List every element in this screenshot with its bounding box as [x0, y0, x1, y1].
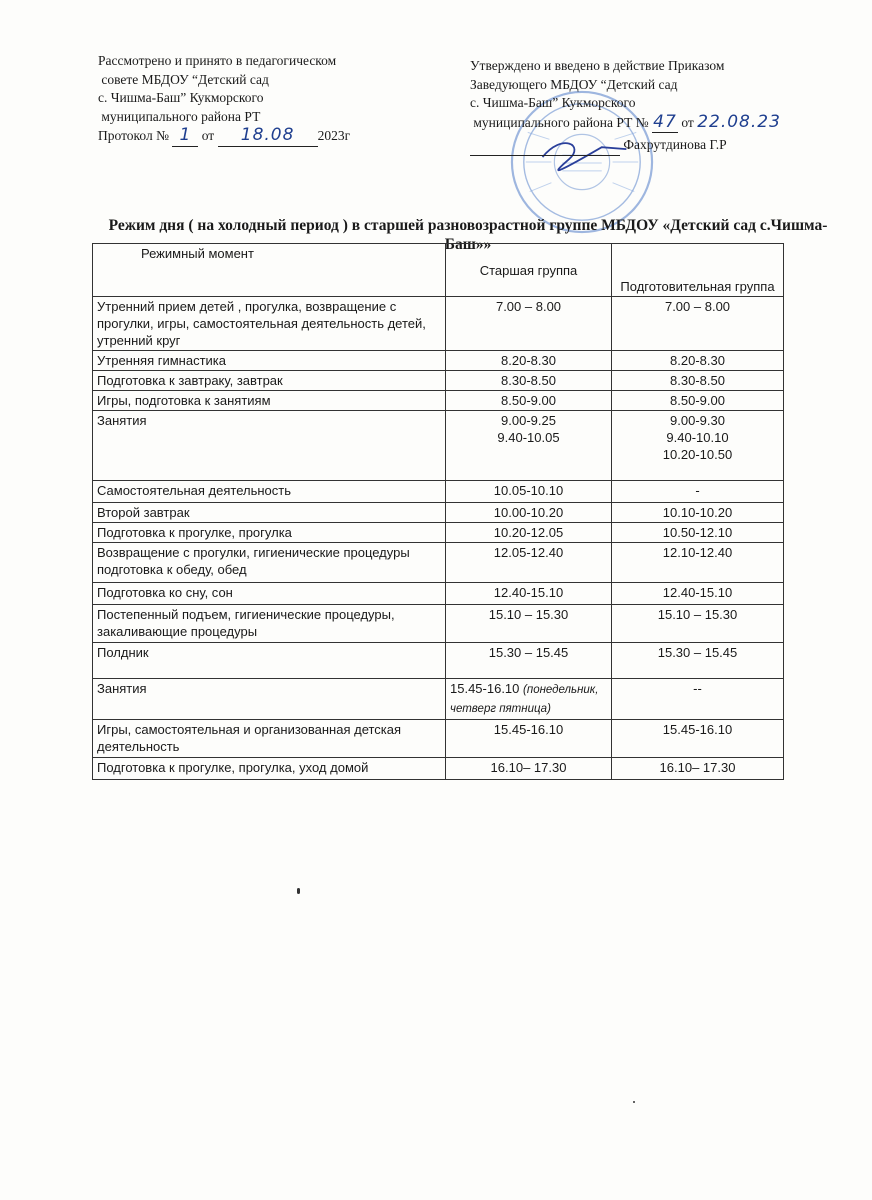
prep-time-cell: [612, 643, 784, 679]
senior-time: 7.00 – 8.00: [495, 299, 562, 314]
table-row: [93, 605, 784, 643]
prep-time: 10.50-12.10: [662, 525, 733, 540]
table-row: [93, 679, 784, 720]
approval-left-line: с. Чишма-Баш” Кукморского: [98, 90, 264, 105]
activity-cell: Утренняя гимнастика: [93, 351, 446, 371]
table-row: [93, 583, 784, 605]
header-prep: Подготовительная группа: [612, 244, 784, 297]
senior-time: 15.10 – 15.30: [488, 607, 569, 622]
prep-time: 12.10-12.40: [662, 545, 733, 560]
activity-cell: Игры, самостоятельная и организованная детская деятельность: [93, 720, 446, 758]
activity-cell: Самостоятельная деятельность: [93, 481, 446, 503]
approval-left-line: совете МБДОУ “Детский сад: [98, 71, 269, 87]
senior-time: 8.30-8.50: [501, 373, 556, 388]
activity-cell: Подготовка ко сну, сон: [93, 583, 446, 605]
prep-time-cell: [612, 411, 784, 481]
senior-time-cell: [446, 371, 612, 391]
activity-cell: Возвращение с прогулки, гигиенические процедуры подготовка к обеду, обед: [93, 543, 446, 583]
senior-time: 8.50-9.00: [501, 393, 556, 408]
approval-right-line: Утверждено и введено в действие Приказом: [470, 58, 725, 73]
table-row: [93, 297, 784, 351]
activity-cell: Полдник: [93, 643, 446, 679]
senior-time-cell: [446, 543, 612, 583]
schedule-table: [92, 243, 784, 780]
approval-right-line: с. Чишма-Баш” Кукморского: [470, 95, 636, 110]
paper-speck: [297, 888, 300, 894]
order-line: [470, 113, 781, 134]
table-row: [93, 503, 784, 523]
senior-time: 15.45-16.10: [450, 681, 520, 696]
order-prefix: муниципального района РТ №: [470, 114, 649, 130]
senior-time-cell: [446, 481, 612, 503]
table-row: [93, 481, 784, 503]
activity-cell: Второй завтрак: [93, 503, 446, 523]
senior-time: 10.20-12.05: [493, 525, 564, 540]
prep-time-cell: [612, 758, 784, 780]
activity-cell: Подготовка к завтраку, завтрак: [93, 371, 446, 391]
prep-time-cell: [612, 297, 784, 351]
table-row: [93, 543, 784, 583]
approval-left-line: Рассмотрено и принято в педагогическом: [98, 53, 337, 68]
header-senior: Старшая группа: [446, 244, 612, 297]
senior-time: 9.00-9.25 9.40-10.05: [497, 413, 560, 445]
senior-time: 16.10– 17.30: [490, 760, 567, 775]
senior-time: 10.05-10.10: [493, 483, 564, 498]
prep-time: 8.30-8.50: [670, 373, 725, 388]
prep-time-cell: [612, 679, 784, 720]
prep-time-cell: [612, 371, 784, 391]
table-row: [93, 643, 784, 679]
activity-cell: Подготовка к прогулке, прогулка, уход домой: [93, 758, 446, 780]
table-row: [93, 523, 784, 543]
prep-time-cell: [612, 523, 784, 543]
senior-time-cell: [446, 758, 612, 780]
approval-right-block: [470, 57, 781, 156]
senior-time: 12.40-15.10: [493, 585, 564, 600]
senior-time-cell: [446, 523, 612, 543]
protocol-line: [98, 126, 350, 147]
prep-time: 7.00 – 8.00: [664, 299, 731, 314]
prep-time: 15.45-16.10: [662, 722, 733, 737]
order-number: 47: [653, 111, 677, 132]
protocol-date: 18.08: [240, 125, 295, 145]
prep-time: 8.20-8.30: [670, 353, 725, 368]
prep-time: 12.40-15.10: [662, 585, 733, 600]
signature-line: [470, 136, 781, 156]
order-date-prefix: от: [681, 114, 694, 130]
prep-time: 16.10– 17.30: [659, 760, 736, 775]
activity-cell: Постепенный подъем, гигиенические процедуры, закаливающие процедуры: [93, 605, 446, 643]
senior-note: (понедельник, четверг пятница): [450, 684, 599, 715]
page-title: Режим дня ( на холодный период ) в старшей разновозрастной группе МБДОУ «Детский сад с.Чишма-Баш»»: [108, 217, 828, 253]
senior-time-cell: [446, 351, 612, 371]
approval-left-block: [98, 52, 350, 147]
protocol-label: Протокол №: [98, 128, 169, 143]
senior-time: 8.20-8.30: [501, 353, 556, 368]
senior-time: 15.30 – 15.45: [488, 645, 569, 660]
senior-time-cell: [446, 583, 612, 605]
senior-time: 12.05-12.40: [493, 545, 564, 560]
prep-time: 9.00-9.30 9.40-10.10 10.20-10.50: [662, 413, 733, 462]
senior-time-cell: [446, 605, 612, 643]
table-row: [93, 351, 784, 371]
table-row: [93, 411, 784, 481]
activity-cell: Занятия: [93, 679, 446, 720]
approval-right-line: Заведующего МБДОУ “Детский сад: [470, 76, 678, 92]
table-header-row: [93, 244, 784, 297]
approval-left-line: муниципального района РТ: [98, 108, 261, 124]
header-activity: Режимный момент: [93, 244, 446, 297]
senior-time-cell: [446, 643, 612, 679]
prep-time-cell: [612, 481, 784, 503]
prep-time-cell: [612, 351, 784, 371]
prep-time-cell: [612, 503, 784, 523]
prep-time-cell: [612, 605, 784, 643]
table-row: [93, 758, 784, 780]
prep-time-cell: [612, 391, 784, 411]
prep-time: 15.10 – 15.30: [657, 607, 738, 622]
activity-cell: Подготовка к прогулке, прогулка: [93, 523, 446, 543]
activity-cell: Утренний прием детей , прогулка, возвращение с прогулки, игры, самостоятельная деятельность детей, утренний круг: [93, 297, 446, 351]
prep-time-cell: [612, 543, 784, 583]
prep-time: 15.30 – 15.45: [657, 645, 738, 660]
senior-time-cell: [446, 720, 612, 758]
protocol-year: 2023г: [317, 128, 351, 143]
senior-time-cell: [446, 503, 612, 523]
order-date: 22.08.23: [697, 111, 781, 132]
prep-time-cell: [612, 583, 784, 605]
prep-time: -: [695, 483, 700, 498]
senior-time: 10.00-10.20: [493, 505, 564, 520]
senior-time-cell: [446, 391, 612, 411]
table-row: [93, 720, 784, 758]
activity-cell: Игры, подготовка к занятиям: [93, 391, 446, 411]
protocol-date-prefix: от: [201, 128, 215, 143]
table-row: [93, 391, 784, 411]
senior-time: 15.45-16.10: [493, 722, 564, 737]
senior-time-cell: [446, 411, 612, 481]
prep-time-cell: [612, 720, 784, 758]
protocol-number: 1: [179, 125, 192, 145]
paper-speck: [633, 1101, 635, 1103]
prep-time: 10.10-10.20: [662, 505, 733, 520]
table-row: [93, 371, 784, 391]
activity-cell: Занятия: [93, 411, 446, 481]
senior-time-cell: [446, 297, 612, 351]
prep-time: 8.50-9.00: [670, 393, 725, 408]
prep-time: --: [693, 681, 702, 696]
signer-name: Фахрутдинова Г.Р: [623, 137, 727, 152]
senior-time-cell: [446, 679, 612, 720]
